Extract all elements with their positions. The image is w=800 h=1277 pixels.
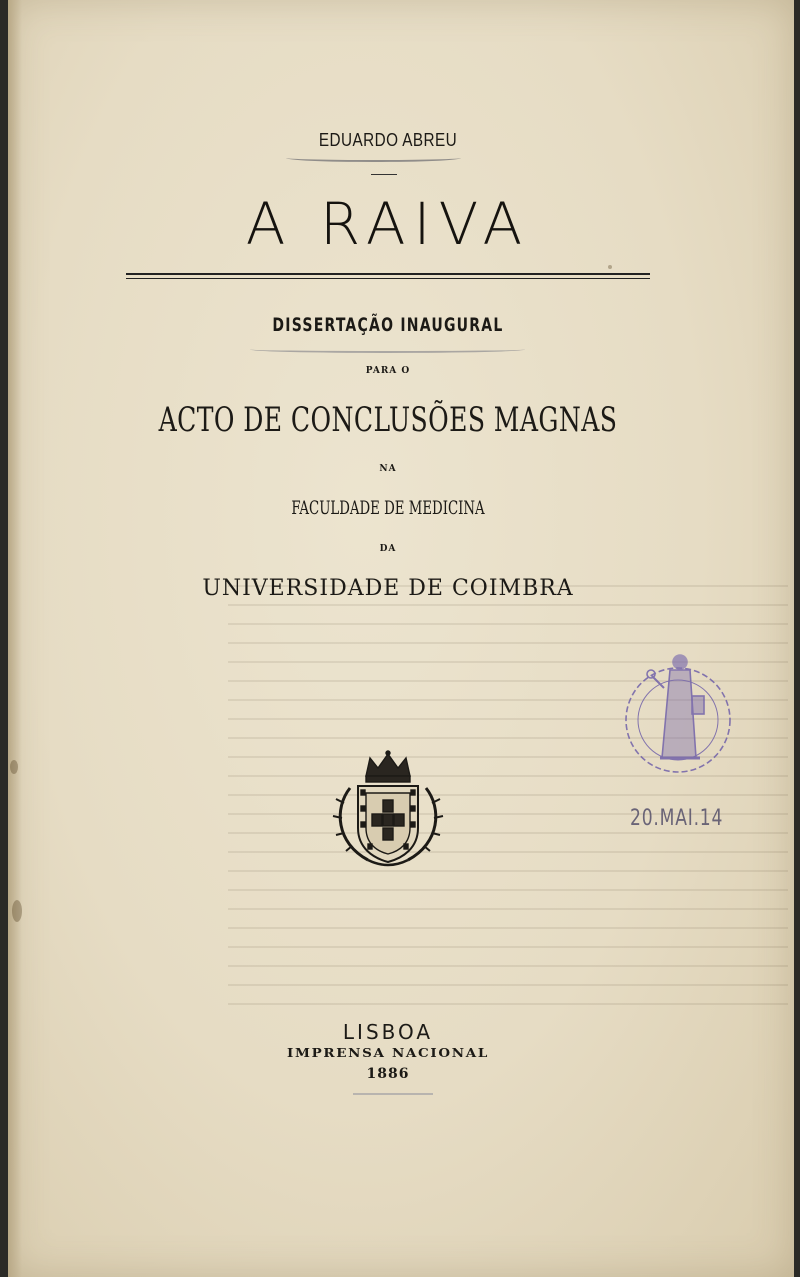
para-o-label: PARA O xyxy=(365,366,411,376)
book-title: A RAIVA xyxy=(245,190,531,258)
subtitle: DISSERTAÇÃO INAUGURAL xyxy=(272,314,504,336)
stamp-date: 20.MAI.14 xyxy=(630,806,724,831)
pencil-mark xyxy=(353,1093,433,1095)
pencil-underline xyxy=(286,154,461,162)
na-label: NA xyxy=(379,464,397,474)
pencil-underline xyxy=(250,346,525,353)
title-rule-thick xyxy=(126,273,650,275)
title-page xyxy=(8,0,794,1277)
university-name: UNIVERSIDADE DE COIMBRA xyxy=(202,576,574,601)
imprint-year: 1886 xyxy=(366,1066,410,1082)
foxing-spot xyxy=(12,900,22,922)
da-label: DA xyxy=(379,544,397,554)
imprint-city: LISBOA xyxy=(342,1020,434,1044)
foxing-spot xyxy=(10,760,18,774)
foxing-spot xyxy=(608,265,612,269)
library-stamp-icon xyxy=(616,648,741,773)
imprint-printer: IMPRENSA NACIONAL xyxy=(287,1046,489,1060)
faculty-name: FACULDADE DE MEDICINA xyxy=(291,497,485,519)
divider-dash xyxy=(371,174,397,175)
act-heading: ACTO DE CONCLUSÕES MAGNAS xyxy=(158,400,618,440)
coat-of-arms-icon xyxy=(328,748,448,873)
author-name: EDUARDO ABREU xyxy=(318,130,458,150)
title-rule-thin xyxy=(126,278,650,279)
